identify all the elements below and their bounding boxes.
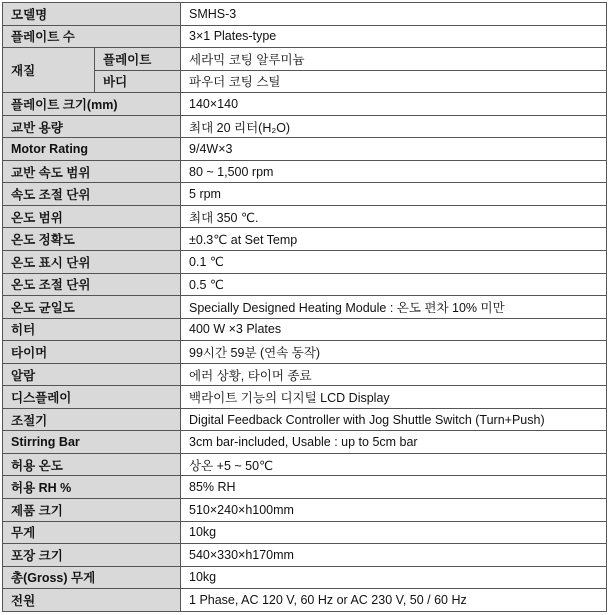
table-row <box>3 183 607 206</box>
row-label: 교반 용량 <box>3 115 181 138</box>
row-label-material: 재질 <box>3 48 95 93</box>
row-label: 조절기 <box>3 408 181 431</box>
row-value: 10kg <box>181 521 607 544</box>
row-label: 히터 <box>3 318 181 341</box>
row-label: 온도 정확도 <box>3 228 181 251</box>
table-row <box>3 341 607 364</box>
table-row <box>3 431 607 454</box>
row-label: 온도 조절 단위 <box>3 273 181 296</box>
table-row <box>3 115 607 138</box>
row-label: Stirring Bar <box>3 431 181 454</box>
row-value: 파우더 코팅 스틸 <box>181 70 607 93</box>
table-row <box>3 363 607 386</box>
table-row <box>3 93 607 116</box>
row-label: 허용 RH % <box>3 476 181 499</box>
row-value: 140×140 <box>181 93 607 116</box>
sub-label: 플레이트 <box>95 48 181 71</box>
table-row <box>3 228 607 251</box>
row-label: 포장 크기 <box>3 544 181 567</box>
row-value: 3cm bar-included, Usable : up to 5cm bar <box>181 431 607 454</box>
table-row <box>3 589 607 612</box>
row-value: 80 ~ 1,500 rpm <box>181 160 607 183</box>
row-value: SMHS-3 <box>181 3 607 26</box>
row-value: 5 rpm <box>181 183 607 206</box>
table-row <box>3 453 607 476</box>
row-label: 속도 조절 단위 <box>3 183 181 206</box>
row-value: 9/4W×3 <box>181 138 607 161</box>
row-label: 온도 범위 <box>3 205 181 228</box>
row-label: 디스플레이 <box>3 386 181 409</box>
row-value: 세라믹 코팅 알루미늄 <box>181 48 607 71</box>
row-value: 10kg <box>181 566 607 589</box>
row-value: 0.1 ℃ <box>181 251 607 274</box>
row-value: 백라이트 기능의 디지털 LCD Display <box>181 386 607 409</box>
row-value: 에러 상황, 타이머 종료 <box>181 363 607 386</box>
row-value: Digital Feedback Controller with Jog Shuttle Switch (Turn+Push) <box>181 408 607 431</box>
row-label: 온도 균일도 <box>3 296 181 319</box>
table-row <box>3 3 607 26</box>
table-row <box>3 251 607 274</box>
table-row <box>3 160 607 183</box>
table-row <box>3 25 607 48</box>
table-row <box>3 499 607 522</box>
row-value: 3×1 Plates-type <box>181 25 607 48</box>
table-row <box>3 544 607 567</box>
row-value: ±0.3℃ at Set Temp <box>181 228 607 251</box>
row-label: 타이머 <box>3 341 181 364</box>
row-label: 무게 <box>3 521 181 544</box>
row-value: 85% RH <box>181 476 607 499</box>
row-value: 최대 20 리터(H₂O) <box>181 115 607 138</box>
table-row <box>3 296 607 319</box>
spec-table <box>2 2 607 612</box>
table-row <box>3 521 607 544</box>
row-label: 온도 표시 단위 <box>3 251 181 274</box>
row-value: 1 Phase, AC 120 V, 60 Hz or AC 230 V, 50 / 60 Hz <box>181 589 607 612</box>
table-row <box>3 273 607 296</box>
row-value: 510×240×h100mm <box>181 499 607 522</box>
row-value: 상온 +5 ~ 50℃ <box>181 453 607 476</box>
table-row <box>3 318 607 341</box>
row-label: 알람 <box>3 363 181 386</box>
table-row <box>3 408 607 431</box>
row-value: 540×330×h170mm <box>181 544 607 567</box>
spec-table-body <box>3 3 607 612</box>
table-row <box>3 48 607 71</box>
table-row <box>3 138 607 161</box>
table-row <box>3 476 607 499</box>
row-label: 허용 온도 <box>3 453 181 476</box>
table-row <box>3 386 607 409</box>
row-label: 플레이트 크기(mm) <box>3 93 181 116</box>
row-value: 400 W ×3 Plates <box>181 318 607 341</box>
row-label: 총(Gross) 무게 <box>3 566 181 589</box>
row-value: 0.5 ℃ <box>181 273 607 296</box>
row-label: 교반 속도 범위 <box>3 160 181 183</box>
row-value: 99시간 59분 (연속 동작) <box>181 341 607 364</box>
row-value: 최대 350 ℃. <box>181 205 607 228</box>
table-row <box>3 205 607 228</box>
row-label: 제품 크기 <box>3 499 181 522</box>
row-label: Motor Rating <box>3 138 181 161</box>
row-label: 전원 <box>3 589 181 612</box>
row-label: 모델명 <box>3 3 181 26</box>
row-label: 플레이트 수 <box>3 25 181 48</box>
row-value: Specially Designed Heating Module : 온도 편차 10% 미만 <box>181 296 607 319</box>
table-row <box>3 566 607 589</box>
sub-label: 바디 <box>95 70 181 93</box>
